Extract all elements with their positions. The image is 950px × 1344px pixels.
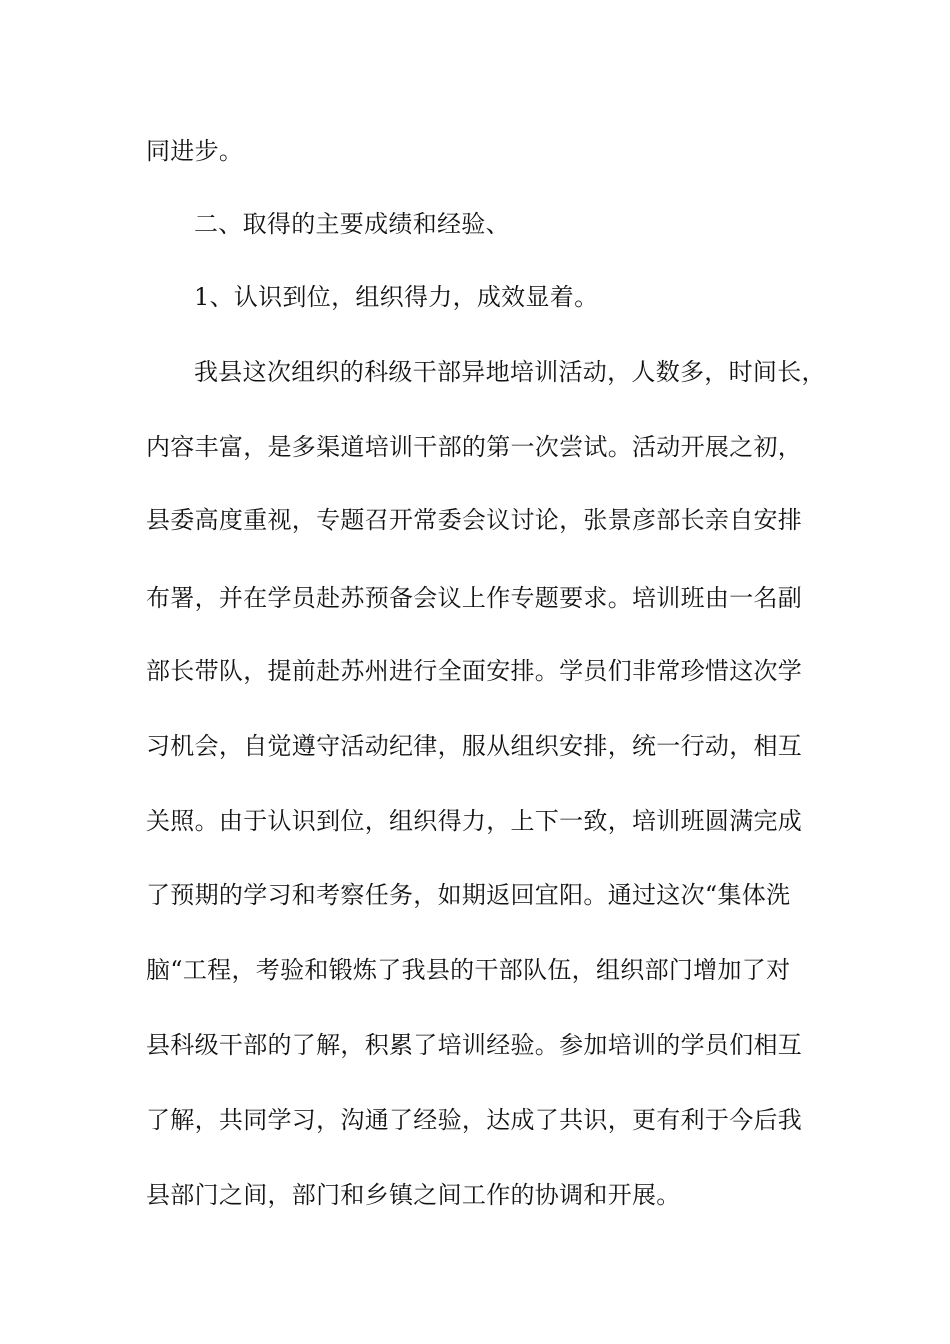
section-heading: 二、取得的主要成绩和经验、 xyxy=(194,210,510,238)
paragraph-line: 县部门之间，部门和乡镇之间工作的协调和开展。 xyxy=(146,1181,681,1209)
paragraph-line: 县科级干部的了解，积累了培训经验。参加培训的学员们相互 xyxy=(146,1031,803,1059)
paragraph-line: 内容丰富，是多渠道培训干部的第一次尝试。活动开展之初， xyxy=(146,433,803,461)
paragraph-line: 布署，并在学员赴苏预备会议上作专题要求。培训班由一名副 xyxy=(146,584,803,612)
paragraph-line: 习机会，自觉遵守活动纪律，服从组织安排，统一行动，相互 xyxy=(146,732,803,760)
paragraph-line: 同进步。 xyxy=(146,137,244,165)
paragraph-line: 脑“工程，考验和锻炼了我县的干部队伍，组织部门增加了对 xyxy=(146,956,791,984)
subsection-heading: 1、认识到位，组织得力，成效显着。 xyxy=(194,283,599,311)
paragraph-line: 我县这次组织的科级干部异地培训活动，人数多，时间长， xyxy=(194,358,826,386)
paragraph-line: 关照。由于认识到位，组织得力，上下一致，培训班圆满完成 xyxy=(146,807,803,835)
paragraph-line: 部长带队，提前赴苏州进行全面安排。学员们非常珍惜这次学 xyxy=(146,657,803,685)
paragraph-line: 了预期的学习和考察任务，如期返回宜阳。通过这次“集体洗 xyxy=(146,881,791,909)
paragraph-line: 县委高度重视，专题召开常委会议讨论，张景彦部长亲自安排 xyxy=(146,506,803,534)
paragraph-line: 了解，共同学习，沟通了经验，达成了共识，更有利于今后我 xyxy=(146,1106,803,1134)
